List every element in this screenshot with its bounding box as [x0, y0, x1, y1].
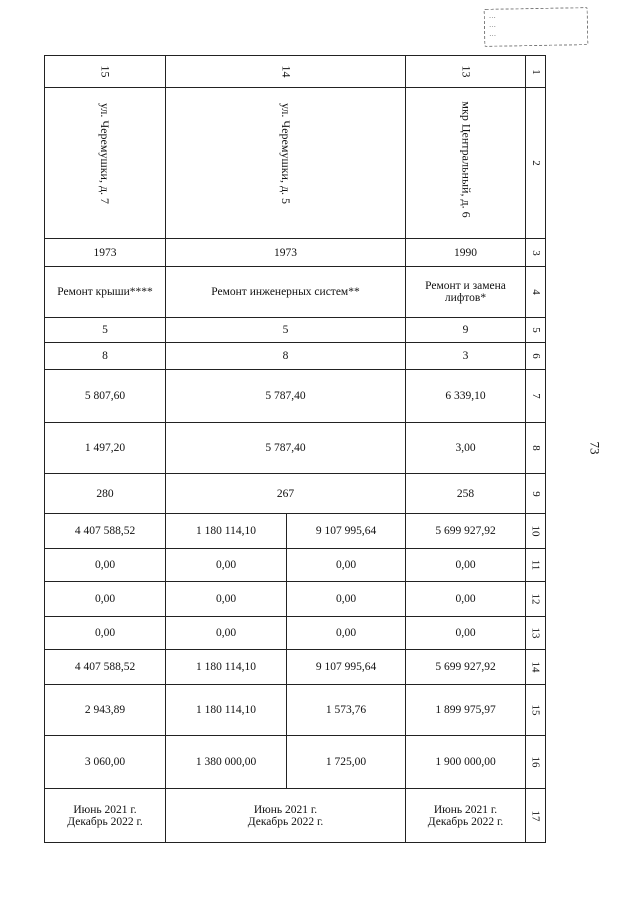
row-number: 15 [526, 685, 546, 736]
row-number: 6 [526, 343, 546, 370]
col15-r7: 5 807,60 [45, 370, 166, 423]
col14a-r15: 1 180 114,10 [166, 685, 287, 736]
col14-year: 1973 [166, 239, 406, 267]
col14b-r11: 0,00 [287, 549, 406, 582]
col14a-r13: 0,00 [166, 617, 287, 650]
col15-r6: 8 [45, 343, 166, 370]
col13-year: 1990 [406, 239, 526, 267]
col14b-r15: 1 573,76 [287, 685, 406, 736]
col14-r8: 5 787,40 [166, 423, 406, 474]
col15-r13: 0,00 [45, 617, 166, 650]
col15-r15: 2 943,89 [45, 685, 166, 736]
col14-work-type: Ремонт инженерных систем** [166, 267, 406, 318]
col14b-r16: 1 725,00 [287, 736, 406, 789]
col15-r8: 1 497,20 [45, 423, 166, 474]
col15-address: ул. Черемушки, д. 7 [45, 88, 166, 239]
row-number: 14 [526, 650, 546, 685]
col15-term: Июнь 2021 г. Декабрь 2022 г. [45, 789, 166, 843]
page-number: 73 [587, 441, 603, 455]
col14b-r10: 9 107 995,64 [287, 514, 406, 549]
row-number: 5 [526, 318, 546, 343]
col14a-r14: 1 180 114,10 [166, 650, 287, 685]
row-number: 2 [526, 88, 546, 239]
col15-r14: 4 407 588,52 [45, 650, 166, 685]
row-number: 3 [526, 239, 546, 267]
row-number: 9 [526, 474, 546, 514]
col14a-r11: 0,00 [166, 549, 287, 582]
stamp-line: … [489, 29, 497, 38]
col14-r9: 267 [166, 474, 406, 514]
col13-term: Июнь 2021 г. Декабрь 2022 г. [406, 789, 526, 843]
col13-r6: 3 [406, 343, 526, 370]
col13-r11: 0,00 [406, 549, 526, 582]
col14-r5: 5 [166, 318, 406, 343]
col15-r5: 5 [45, 318, 166, 343]
col13-r13: 0,00 [406, 617, 526, 650]
col13-r5: 9 [406, 318, 526, 343]
col13-number: 13 [406, 56, 526, 88]
col13-r8: 3,00 [406, 423, 526, 474]
col13-r16: 1 900 000,00 [406, 736, 526, 789]
row-number: 13 [526, 617, 546, 650]
col14b-r13: 0,00 [287, 617, 406, 650]
col14a-r10: 1 180 114,10 [166, 514, 287, 549]
row-number: 8 [526, 423, 546, 474]
col14b-r12: 0,00 [287, 582, 406, 617]
col13-r10: 5 699 927,92 [406, 514, 526, 549]
col14-r6: 8 [166, 343, 406, 370]
col14a-r12: 0,00 [166, 582, 287, 617]
col15-r10: 4 407 588,52 [45, 514, 166, 549]
col15-r12: 0,00 [45, 582, 166, 617]
col15-work-type: Ремонт крыши**** [45, 267, 166, 318]
col13-r14: 5 699 927,92 [406, 650, 526, 685]
col14-term: Июнь 2021 г. Декабрь 2022 г. [166, 789, 406, 843]
col15-r16: 3 060,00 [45, 736, 166, 789]
col14-r7: 5 787,40 [166, 370, 406, 423]
col15-number: 15 [45, 56, 166, 88]
col13-work-type: Ремонт и замена лифтов* [406, 267, 526, 318]
col13-r15: 1 899 975,97 [406, 685, 526, 736]
row-number: 1 [526, 56, 546, 88]
stamp [484, 7, 589, 47]
col14-number: 14 [166, 56, 406, 88]
col14-address: ул. Черемушки, д. 5 [166, 88, 406, 239]
row-number: 11 [526, 549, 546, 582]
row-number: 4 [526, 267, 546, 318]
col13-r7: 6 339,10 [406, 370, 526, 423]
col15-r11: 0,00 [45, 549, 166, 582]
stamp-line: … [488, 11, 496, 20]
row-number: 17 [526, 789, 546, 843]
row-number: 7 [526, 370, 546, 423]
col15-r9: 280 [45, 474, 166, 514]
data-table [44, 55, 546, 843]
row-number: 10 [526, 514, 546, 549]
stamp-line: … [488, 20, 497, 29]
col15-year: 1973 [45, 239, 166, 267]
col13-r12: 0,00 [406, 582, 526, 617]
col14b-r14: 9 107 995,64 [287, 650, 406, 685]
row-number: 16 [526, 736, 546, 789]
row-number: 12 [526, 582, 546, 617]
col13-r9: 258 [406, 474, 526, 514]
col13-address: мкр Центральный, д. 6 [406, 88, 526, 239]
col14a-r16: 1 380 000,00 [166, 736, 287, 789]
